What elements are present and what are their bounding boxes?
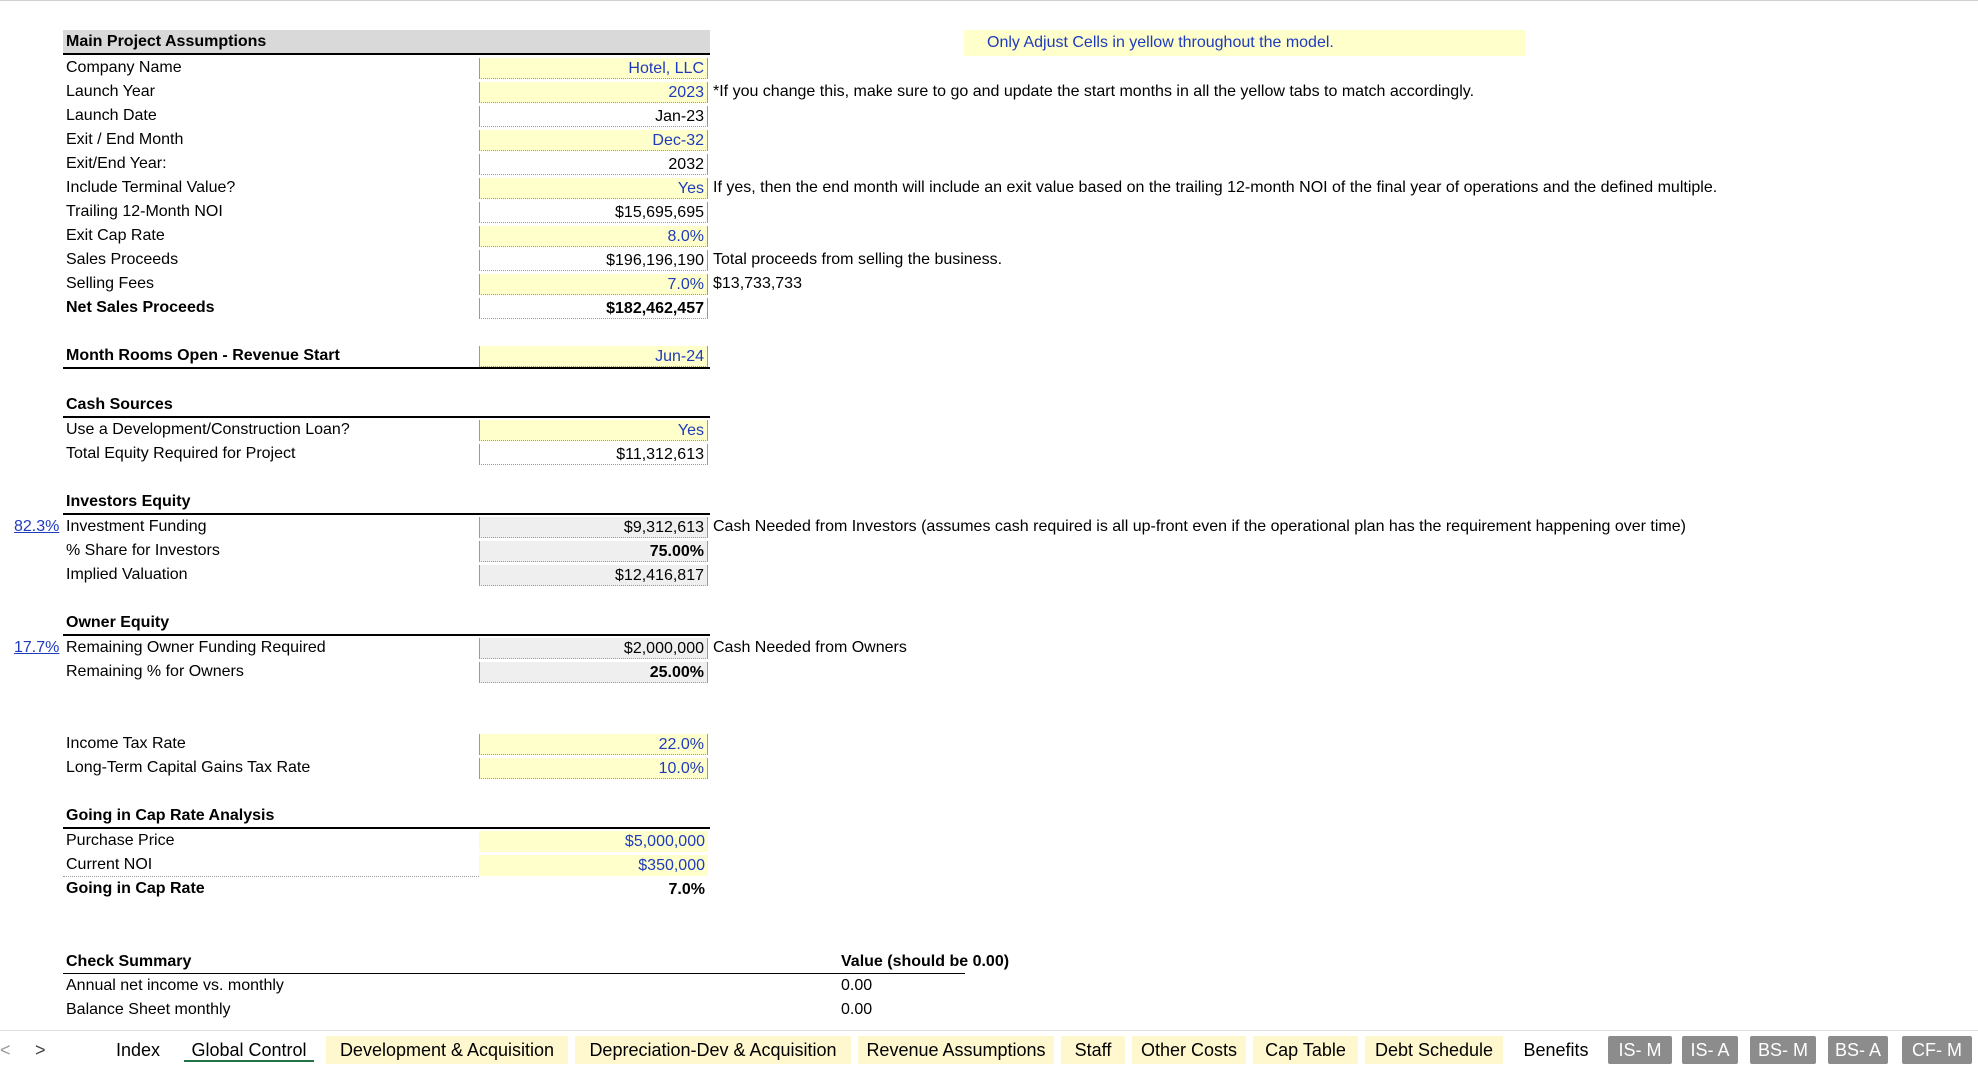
section-header-investors: Investors Equity [66,493,191,510]
label-check-balance: Balance Sheet monthly [66,1001,231,1018]
tab-is-a[interactable]: IS- A [1682,1036,1738,1064]
label-rooms-open: Month Rooms Open - Revenue Start [66,347,340,364]
cell-current-noi[interactable]: $350,000 [479,855,708,876]
cell-launch-date[interactable]: Jan-23 [479,106,708,127]
instruction-banner: Only Adjust Cells in yellow throughout the model. [964,30,1525,56]
label-investment-funding: Investment Funding [66,518,207,535]
cell-exit-end-month[interactable]: Dec-32 [479,130,708,151]
cell-net-sales-proceeds[interactable]: $182,462,457 [479,298,708,319]
note-terminal-value: If yes, then the end month will include an exit value based on the trailing 12-month NOI of the final year of operations and the defined multiple. [713,179,1718,196]
label-current-noi: Current NOI [66,856,153,873]
top-border [0,0,1978,1]
cell-terminal-value[interactable]: Yes [479,178,708,199]
cell-exit-cap-rate[interactable]: 8.0% [479,226,708,247]
value-check-balance: 0.00 [841,1001,873,1018]
label-dev-loan: Use a Development/Construction Loan? [66,421,350,438]
tab-cap-table[interactable]: Cap Table [1253,1036,1358,1064]
tab-staff[interactable]: Staff [1061,1036,1125,1064]
tab-other-costs[interactable]: Other Costs [1132,1036,1246,1064]
cell-going-in-cap-rate[interactable]: 7.0% [479,879,708,900]
investors-pct[interactable]: 82.3% [14,518,60,535]
cell-total-equity[interactable]: $11,312,613 [479,444,708,465]
label-purchase-price: Purchase Price [66,832,175,849]
label-owner-share: Remaining % for Owners [66,663,244,680]
label-share-investors: % Share for Investors [66,542,220,559]
tab-depreciation[interactable]: Depreciation-Dev & Acquisition [575,1036,851,1064]
label-terminal-value: Include Terminal Value? [66,179,236,196]
cell-selling-fees[interactable]: 7.0% [479,274,708,295]
label-exit-cap-rate: Exit Cap Rate [66,227,165,244]
note-sales-proceeds: Total proceeds from selling the business. [713,251,1003,268]
cell-owner-funding[interactable]: $2,000,000 [479,638,708,659]
tab-cf-m[interactable]: CF- M [1902,1036,1972,1064]
label-company-name: Company Name [66,59,182,76]
label-implied-valuation: Implied Valuation [66,566,188,583]
cell-share-investors[interactable]: 75.00% [479,541,708,562]
label-going-in-cap-rate: Going in Cap Rate [66,880,205,897]
cell-rooms-open[interactable]: Jun-24 [479,346,708,367]
tab-index[interactable]: Index [115,1040,161,1060]
label-capital-gains-tax: Long-Term Capital Gains Tax Rate [66,759,311,776]
section-header-cash-sources: Cash Sources [66,396,173,413]
note-launch-year: *If you change this, make sure to go and update the start months in all the yellow tabs to match accordingly. [713,83,1475,100]
tab-is-m[interactable]: IS- M [1608,1036,1672,1064]
cell-purchase-price[interactable]: $5,000,000 [479,831,708,852]
tab-benefits[interactable]: Benefits [1523,1040,1589,1060]
label-trailing-noi: Trailing 12-Month NOI [66,203,223,220]
tab-bs-a[interactable]: BS- A [1828,1036,1888,1064]
cell-investment-funding[interactable]: $9,312,613 [479,517,708,538]
label-owner-funding: Remaining Owner Funding Required [66,639,326,656]
cell-launch-year[interactable]: 2023 [479,82,708,103]
tab-next-icon[interactable]: > [35,1040,46,1060]
cell-owner-share[interactable]: 25.00% [479,662,708,683]
cell-income-tax[interactable]: 22.0% [479,734,708,755]
cell-sales-proceeds[interactable]: $196,196,190 [479,250,708,271]
cell-implied-valuation[interactable]: $12,416,817 [479,565,708,586]
cell-dev-loan[interactable]: Yes [479,420,708,441]
owners-pct[interactable]: 17.7% [14,639,60,656]
cell-company-name[interactable]: Hotel, LLC [479,58,708,79]
check-value-header: Value (should be 0.00) [841,953,1010,970]
header-underline [63,53,710,55]
label-check-annual: Annual net income vs. monthly [66,977,284,994]
rooms-open-underline [63,367,710,369]
tab-label: Global Control [191,1040,307,1060]
note-owner-funding: Cash Needed from Owners [713,639,907,656]
tab-bs-m[interactable]: BS- M [1750,1036,1816,1064]
note-selling-fees: $13,733,733 [713,275,802,292]
label-exit-end-year: Exit/End Year: [66,155,167,172]
label-sales-proceeds: Sales Proceeds [66,251,179,268]
section-header-owners: Owner Equity [66,614,170,631]
label-exit-end-month: Exit / End Month [66,131,184,148]
tab-development-acquisition[interactable]: Development & Acquisition [326,1036,568,1064]
section-header-check-summary: Check Summary [66,953,192,970]
section-header-main: Main Project Assumptions [63,30,710,54]
tab-prev-icon[interactable]: < [0,1040,11,1060]
cell-exit-end-year[interactable]: 2032 [479,154,708,175]
active-tab-underline [184,1060,314,1062]
cell-trailing-noi[interactable]: $15,695,695 [479,202,708,223]
label-selling-fees: Selling Fees [66,275,155,292]
tab-global-control[interactable] [180,1036,318,1064]
tab-revenue-assumptions[interactable]: Revenue Assumptions [858,1036,1054,1064]
label-launch-year: Launch Year [66,83,155,100]
value-check-annual: 0.00 [841,977,873,994]
label-net-sales-proceeds: Net Sales Proceeds [66,299,215,316]
cell-capital-gains-tax[interactable]: 10.0% [479,758,708,779]
note-investment-funding: Cash Needed from Investors (assumes cash required is all up-front even if the operational plan has the requirement happening over time) [713,518,1686,535]
section-header-cap-rate: Going in Cap Rate Analysis [66,807,275,824]
label-total-equity: Total Equity Required for Project [66,445,296,462]
label-launch-date: Launch Date [66,107,157,124]
label-income-tax: Income Tax Rate [66,735,186,752]
tab-debt-schedule[interactable]: Debt Schedule [1365,1036,1503,1064]
